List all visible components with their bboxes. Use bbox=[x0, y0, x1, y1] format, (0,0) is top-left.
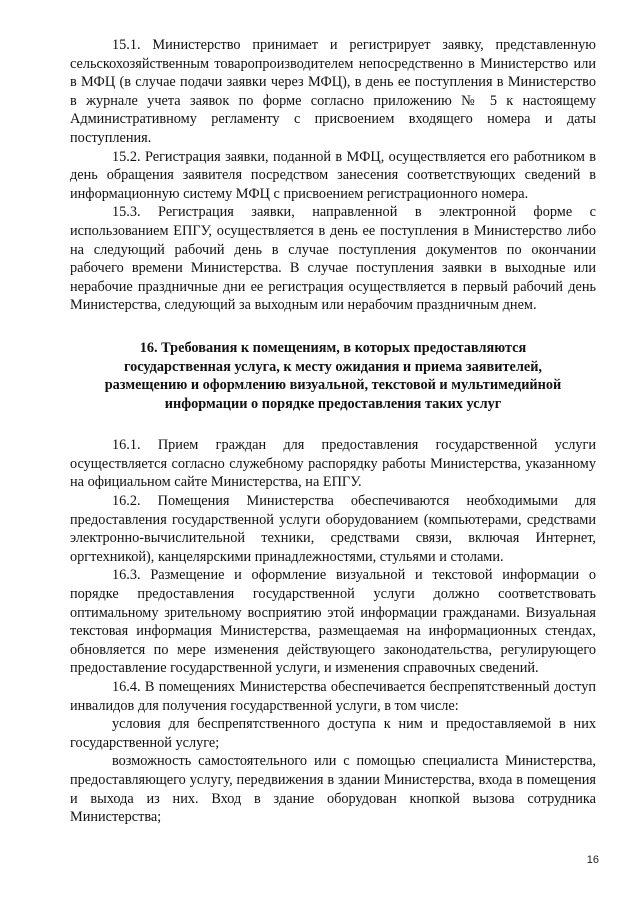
paragraph-16-4: 16.4. В помещениях Министерства обеспечивается беспрепятственный доступ инвалидов для получения государственной услуги, в том числе: bbox=[70, 679, 596, 714]
section-16-heading: 16. Требования к помещениям, в которых предоставляются государственная услуга, к месту ожидания и приема заявителей, размещению и оформлению визуальной, текстовой и мультимедийной информации о порядке предоставления таких услуг bbox=[104, 339, 562, 412]
page-number: 16 bbox=[586, 854, 599, 866]
paragraph-15-2: 15.2. Регистрация заявки, поданной в МФЦ, осуществляется его работником в день обращения заявителя посредством занесения соответствующих сведений в информационную систему МФЦ с присвоением регистрационного номера. bbox=[70, 148, 596, 202]
page-content bbox=[70, 36, 596, 827]
paragraph-15-1: 15.1. Министерство принимает и регистрирует заявку, представленную сельскохозяйственным товаропроизводителем непосредственно в Министерство или в МФЦ (в случае подачи заявки через МФЦ), в день ее поступления в Министерство в журнале учета заявок по форме согласно приложению № 5 к настоящему Административному регламенту с присвоением входящего номера и даты поступления. bbox=[70, 37, 596, 146]
paragraph-16-3: 16.3. Размещение и оформление визуальной и текстовой информации о порядке предоставления государственной услуги должно соответствовать оптимальному зрительному восприятию этой информации гражданами. Визуальная текстовая информация Министерства, размещаемая на информационных стендах, обновляется по мере изменения действующего законодательства, регулирующего предоставление государственной услуги, и изменения справочных сведений. bbox=[70, 567, 596, 677]
paragraph-16-1: 16.1. Прием граждан для предоставления государственной услуги осуществляется согласно служебному распорядку работы Министерства, указанному на официальном сайте Министерства, на ЕПГУ. bbox=[70, 437, 596, 491]
paragraph-16-2: 16.2. Помещения Министерства обеспечиваются необходимыми для предоставления государственной услуги оборудованием (компьютерами, средствами электронно-вычислительной техники, средствами связи, включая Интернет, оргтехникой), канцелярскими принадлежностями, стульями и столами. bbox=[70, 493, 596, 565]
paragraph-15-3: 15.3. Регистрация заявки, направленной в электронной форме с использованием ЕПГУ, осуществляется в день ее поступления в Министерство либо на следующий рабочий день в случае поступления документов по окончании рабочего времени Министерства. В случае поступления заявки в выходные или нерабочие праздничные дни ее регистрация осуществляется в первый рабочий день Министерства, следующий за выходным или нерабочим праздничным днем. bbox=[70, 204, 596, 314]
paragraph-16-4-item-2: возможность самостоятельного или с помощью специалиста Министерства, предоставляющего услугу, передвижения в здании Министерства, входа в помещения и выхода из них. Вход в здание оборудован кнопкой вызова сотрудника Министерства; bbox=[70, 753, 596, 826]
paragraph-16-4-item-1: условия для беспрепятственного доступа к ним и предоставляемой в них государственной услуге; bbox=[70, 716, 596, 751]
